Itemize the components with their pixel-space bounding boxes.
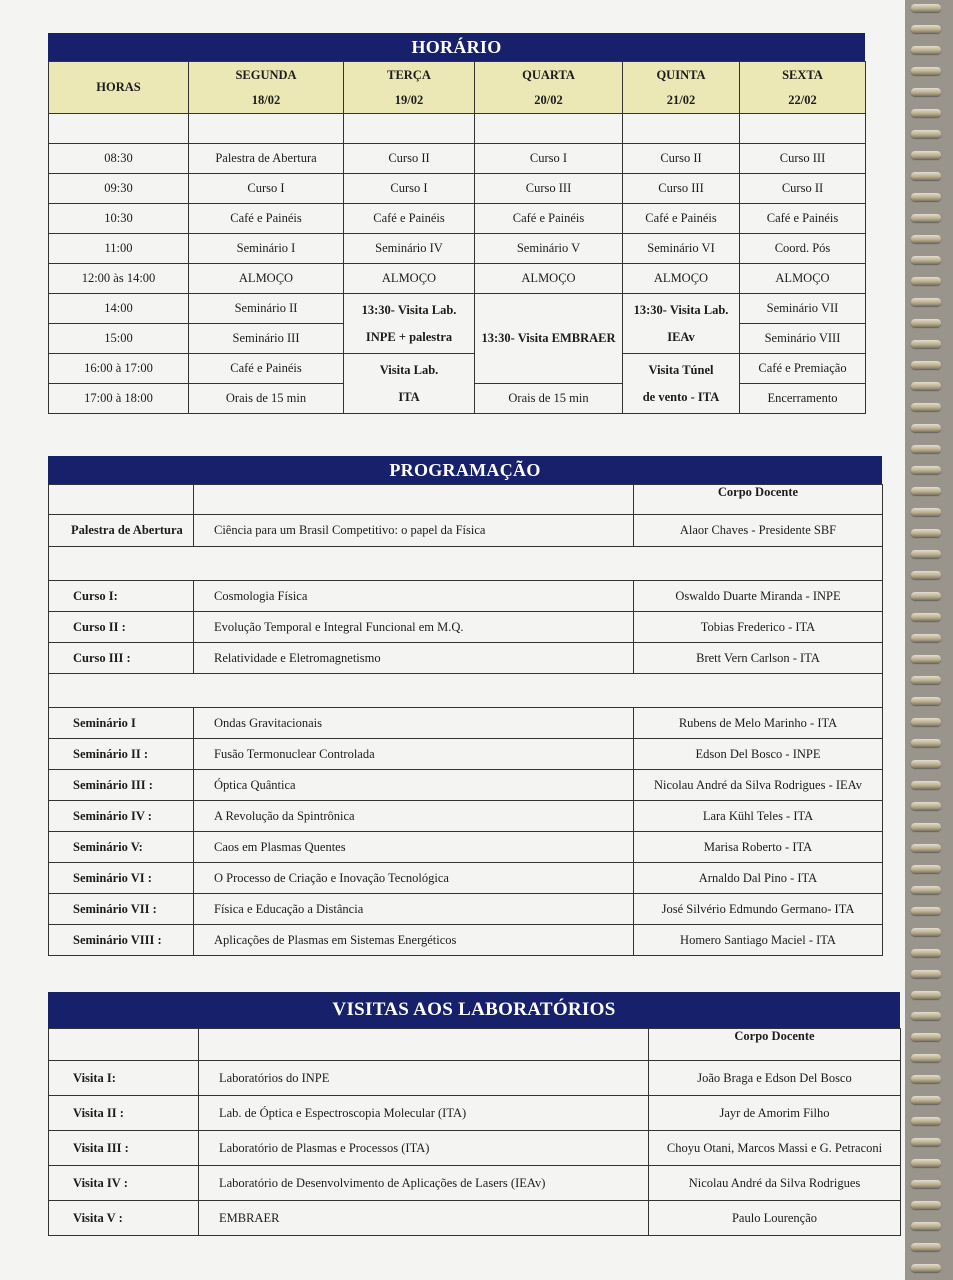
horario-section [48, 33, 865, 414]
table-row [49, 832, 883, 863]
terca-visit-ita-cell: Visita Lab. ITA [344, 354, 475, 414]
row-label: Seminário VIII : [49, 925, 194, 956]
row-topic: Óptica Quântica [194, 770, 634, 801]
row-label: Curso I: [49, 581, 194, 612]
spiral-ring [911, 424, 941, 432]
day-header-segunda: SEGUNDA 18/02 [189, 62, 344, 114]
spiral-ring [911, 571, 941, 579]
visitas-section [48, 992, 900, 1236]
schedule-cell: Seminário II [189, 294, 344, 324]
table-row [49, 863, 883, 894]
spiral-ring [911, 550, 941, 558]
separator-row [49, 547, 883, 581]
spiral-ring [911, 193, 941, 201]
time-cell: 15:00 [49, 324, 189, 354]
spiral-ring [911, 1243, 941, 1251]
quarta-visit-cell: 13:30- Visita EMBRAER [475, 294, 623, 384]
time-cell: 12:00 às 14:00 [49, 264, 189, 294]
time-cell: 17:00 à 18:00 [49, 384, 189, 414]
spiral-ring [911, 1264, 941, 1272]
spiral-ring [911, 508, 941, 516]
table-row [49, 894, 883, 925]
spiral-ring [911, 1201, 941, 1209]
spiral-ring [911, 1138, 941, 1146]
separator-row [49, 674, 883, 708]
time-cell: 16:00 à 17:00 [49, 354, 189, 384]
spiral-ring [911, 676, 941, 684]
horario-header-row [49, 62, 866, 114]
row-teacher: Arnaldo Dal Pino - ITA [634, 863, 883, 894]
spiral-ring [911, 340, 941, 348]
spiral-ring [911, 1159, 941, 1167]
programacao-header-row [49, 485, 883, 515]
row-topic: Fusão Termonuclear Controlada [194, 739, 634, 770]
schedule-cell: Seminário I [189, 234, 344, 264]
row-topic: Evolução Temporal e Integral Funcional em M.Q. [194, 612, 634, 643]
table-row [49, 1061, 901, 1096]
schedule-cell: Café e Painéis [189, 204, 344, 234]
schedule-cell: ALMOÇO [344, 264, 475, 294]
spiral-ring [911, 739, 941, 747]
time-cell: 09:30 [49, 174, 189, 204]
row-topic: Ciência para um Brasil Competitivo: o papel da Física [194, 515, 634, 547]
schedule-cell: Curso III [740, 144, 866, 174]
row-place: Lab. de Óptica e Espectroscopia Molecular (ITA) [199, 1096, 649, 1131]
spiral-ring [911, 655, 941, 663]
time-cell: 14:00 [49, 294, 189, 324]
row-label: Visita III : [49, 1131, 199, 1166]
spiral-ring [911, 172, 941, 180]
spiral-ring [911, 928, 941, 936]
row-topic: Cosmologia Física [194, 581, 634, 612]
table-row [49, 643, 883, 674]
spiral-ring [911, 298, 941, 306]
horas-header: HORAS [49, 62, 189, 114]
schedule-cell: Curso I [189, 174, 344, 204]
programacao-section [48, 456, 882, 956]
day-header-terca: TERÇA 19/02 [344, 62, 475, 114]
spiral-ring [911, 382, 941, 390]
spiral-ring [911, 67, 941, 75]
schedule-cell: Seminário IV [344, 234, 475, 264]
spiral-ring [911, 235, 941, 243]
spiral-ring [911, 256, 941, 264]
spiral-ring [911, 634, 941, 642]
schedule-cell: Coord. Pós [740, 234, 866, 264]
time-cell: 08:30 [49, 144, 189, 174]
day-header-quinta: QUINTA 21/02 [623, 62, 740, 114]
spiral-ring [911, 823, 941, 831]
spiral-ring [911, 781, 941, 789]
row-teacher: Jayr de Amorim Filho [649, 1096, 901, 1131]
schedule-cell: Café e Painéis [344, 204, 475, 234]
schedule-cell: ALMOÇO [475, 264, 623, 294]
table-row [49, 612, 883, 643]
row-topic: Relatividade e Eletromagnetismo [194, 643, 634, 674]
spiral-ring [911, 886, 941, 894]
table-row [49, 1096, 901, 1131]
spiral-ring [911, 949, 941, 957]
schedule-cell: Seminário VIII [740, 324, 866, 354]
spiral-ring [911, 592, 941, 600]
spiral-ring [911, 151, 941, 159]
time-cell: 11:00 [49, 234, 189, 264]
schedule-cell: ALMOÇO [189, 264, 344, 294]
spiral-ring [911, 1033, 941, 1041]
row-teacher: Rubens de Melo Marinho - ITA [634, 708, 883, 739]
horario-title: HORÁRIO [48, 33, 865, 61]
table-row [49, 801, 883, 832]
time-cell: 10:30 [49, 204, 189, 234]
visitas-header-row [49, 1029, 901, 1061]
programacao-title: PROGRAMAÇÃO [48, 456, 882, 484]
spiral-ring [911, 46, 941, 54]
spiral-ring [911, 4, 941, 12]
schedule-cell: Café e Painéis [475, 204, 623, 234]
row-teacher: Marisa Roberto - ITA [634, 832, 883, 863]
table-row [49, 234, 866, 264]
table-row [49, 174, 866, 204]
spiral-ring [911, 1222, 941, 1230]
row-teacher: Alaor Chaves - Presidente SBF [634, 515, 883, 547]
row-teacher: José Silvério Edmundo Germano- ITA [634, 894, 883, 925]
spiral-ring [911, 214, 941, 222]
row-label: Seminário VII : [49, 894, 194, 925]
row-teacher: Edson Del Bosco - INPE [634, 739, 883, 770]
table-row [49, 1131, 901, 1166]
spiral-ring [911, 130, 941, 138]
spiral-ring [911, 844, 941, 852]
row-label: Visita II : [49, 1096, 199, 1131]
spiral-ring [911, 487, 941, 495]
spiral-ring [911, 718, 941, 726]
row-place: EMBRAER [199, 1201, 649, 1236]
spiral-ring [911, 319, 941, 327]
row-teacher: Nicolau André da Silva Rodrigues [649, 1166, 901, 1201]
spiral-ring [911, 529, 941, 537]
row-label: Curso II : [49, 612, 194, 643]
row-teacher: João Braga e Edson Del Bosco [649, 1061, 901, 1096]
spiral-ring [911, 403, 941, 411]
table-row [49, 144, 866, 174]
row-label: Seminário III : [49, 770, 194, 801]
row-topic: Aplicações de Plasmas em Sistemas Energéticos [194, 925, 634, 956]
spiral-ring [911, 907, 941, 915]
schedule-cell: Café e Painéis [623, 204, 740, 234]
corpo-docente-header: Corpo Docente [649, 1029, 901, 1061]
schedule-cell: ALMOÇO [740, 264, 866, 294]
spiral-ring [911, 1075, 941, 1083]
spiral-ring [911, 88, 941, 96]
spiral-ring [911, 1117, 941, 1125]
row-label: Curso III : [49, 643, 194, 674]
spiral-ring [911, 361, 941, 369]
row-teacher: Oswaldo Duarte Miranda - INPE [634, 581, 883, 612]
row-teacher: Paulo Lourenção [649, 1201, 901, 1236]
spiral-ring [911, 466, 941, 474]
row-topic: Caos em Plasmas Quentes [194, 832, 634, 863]
row-label: Seminário I [49, 708, 194, 739]
schedule-cell: Curso II [740, 174, 866, 204]
row-label: Visita IV : [49, 1166, 199, 1201]
spiral-ring [911, 970, 941, 978]
spiral-ring [911, 613, 941, 621]
table-row [49, 204, 866, 234]
schedule-cell: Palestra de Abertura [189, 144, 344, 174]
table-row [49, 515, 883, 547]
table-row [49, 1201, 901, 1236]
schedule-cell: Curso III [475, 174, 623, 204]
schedule-cell: Café e Painéis [189, 354, 344, 384]
spiral-ring [911, 802, 941, 810]
row-label: Visita I: [49, 1061, 199, 1096]
programacao-table [48, 484, 883, 956]
table-row [49, 739, 883, 770]
schedule-cell: Café e Painéis [740, 204, 866, 234]
row-topic: Ondas Gravitacionais [194, 708, 634, 739]
visitas-table [48, 1028, 901, 1236]
schedule-cell: Seminário V [475, 234, 623, 264]
row-label: Seminário II : [49, 739, 194, 770]
table-row [49, 264, 866, 294]
row-topic: Física e Educação a Distância [194, 894, 634, 925]
spiral-ring [911, 991, 941, 999]
row-teacher: Choyu Otani, Marcos Massi e G. Petraconi [649, 1131, 901, 1166]
row-label: Visita V : [49, 1201, 199, 1236]
quinta-visit-cell: 13:30- Visita Lab. IEAv [623, 294, 740, 354]
visitas-title: VISITAS AOS LABORATÓRIOS [48, 992, 900, 1028]
schedule-cell: Curso I [475, 144, 623, 174]
spiral-ring [911, 109, 941, 117]
spiral-ring [911, 760, 941, 768]
table-row [49, 294, 866, 324]
row-label: Seminário V: [49, 832, 194, 863]
schedule-cell: Curso II [344, 144, 475, 174]
row-teacher: Nicolau André da Silva Rodrigues - IEAv [634, 770, 883, 801]
terca-visit-cell: 13:30- Visita Lab. INPE + palestra [344, 294, 475, 354]
schedule-cell: Curso III [623, 174, 740, 204]
table-row [49, 770, 883, 801]
row-teacher: Tobias Frederico - ITA [634, 612, 883, 643]
schedule-cell: Café e Premiação [740, 354, 866, 384]
spiral-ring [911, 1012, 941, 1020]
table-row [49, 354, 866, 384]
schedule-cell: Curso I [344, 174, 475, 204]
row-teacher: Brett Vern Carlson - ITA [634, 643, 883, 674]
row-label: Seminário IV : [49, 801, 194, 832]
horario-table [48, 61, 866, 414]
day-header-quarta: QUARTA 20/02 [475, 62, 623, 114]
corpo-docente-header: Corpo Docente [634, 485, 883, 515]
schedule-cell: Seminário VII [740, 294, 866, 324]
spiral-ring [911, 865, 941, 873]
row-teacher: Lara Kühl Teles - ITA [634, 801, 883, 832]
row-place: Laboratório de Plasmas e Processos (ITA) [199, 1131, 649, 1166]
notebook-spiral [905, 0, 953, 1280]
spiral-ring [911, 1180, 941, 1188]
spiral-ring [911, 1054, 941, 1062]
table-row [49, 708, 883, 739]
schedule-cell: ALMOÇO [623, 264, 740, 294]
spiral-ring [911, 277, 941, 285]
table-row [49, 581, 883, 612]
quinta-visit-tunel-cell: Visita Túnel de vento - ITA [623, 354, 740, 414]
row-topic: A Revolução da Spintrônica [194, 801, 634, 832]
row-label: Seminário VI : [49, 863, 194, 894]
schedule-cell: Encerramento [740, 384, 866, 414]
table-row [49, 925, 883, 956]
schedule-cell: Seminário VI [623, 234, 740, 264]
schedule-cell: Orais de 15 min [475, 384, 623, 414]
spiral-ring [911, 25, 941, 33]
row-topic: O Processo de Criação e Inovação Tecnológica [194, 863, 634, 894]
spiral-ring [911, 697, 941, 705]
row-label: Palestra de Abertura [49, 515, 194, 547]
schedule-cell: Seminário III [189, 324, 344, 354]
spiral-ring [911, 445, 941, 453]
row-place: Laboratórios do INPE [199, 1061, 649, 1096]
row-place: Laboratório de Desenvolvimento de Aplicações de Lasers (IEAv) [199, 1166, 649, 1201]
schedule-cell: Orais de 15 min [189, 384, 344, 414]
table-row [49, 1166, 901, 1201]
schedule-cell: Curso II [623, 144, 740, 174]
blank-row [49, 114, 866, 144]
spiral-ring [911, 1096, 941, 1104]
row-teacher: Homero Santiago Maciel - ITA [634, 925, 883, 956]
day-header-sexta: SEXTA 22/02 [740, 62, 866, 114]
